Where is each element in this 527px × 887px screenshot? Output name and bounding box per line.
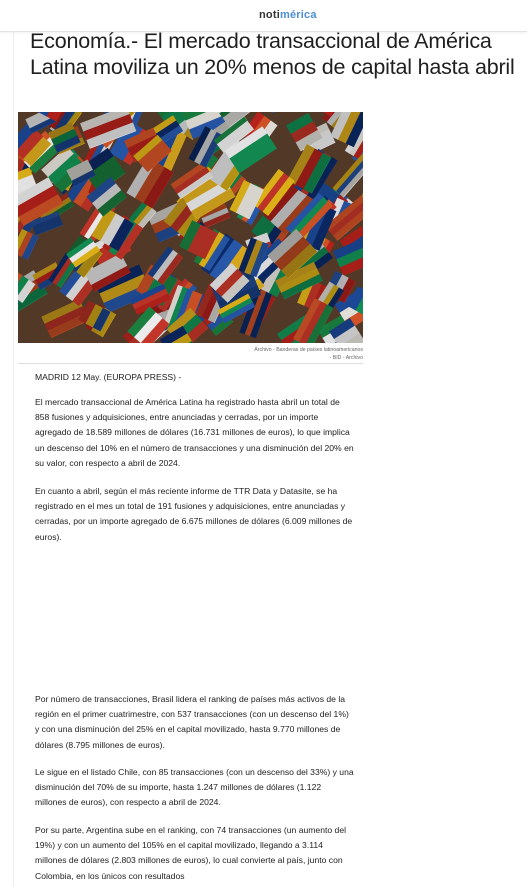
article-paragraph-3: Por número de transacciones, Brasil lidera el ranking de países más activos de la región en el primer cuatrimestre, con 537 transacciones (con un descenso del 1%) y con una disminución del 25% en el capital movilizado, hasta 9.770 millones de dólares (8.795 millones de euros). — [35, 694, 349, 750]
article-title: Economía.- El mercado transaccional de América Latina moviliza un 20% menos de capital hasta abril — [30, 29, 515, 79]
article-paragraph-4: Le sigue en el listado Chile, con 85 transacciones (con un descenso del 33%) y una disminución del 70% de su importe, hasta 1.247 millones de dólares (1.122 millones de euros), con respecto a abril de 2024. — [35, 767, 354, 808]
flags-photo-illustration — [18, 112, 363, 343]
article-paragraph-5: Por su parte, Argentina sube en el ranking, con 74 transacciones (un aumento del 19%) y con un aumento del 105% en el capital movilizado, llegando a 3.114 millones de dólares (2.803 millones de euros), lo cual convierte al país, junto con Colombia, en los únicos con resultados — [35, 825, 347, 881]
image-caption-line1: Archivo - Banderas de países latinoamericanos — [254, 347, 363, 353]
left-divider — [13, 31, 14, 887]
article-paragraph-2: En cuanto a abril, según el más reciente informe de TTR Data y Datasite, se ha registrado en el mes un total de 191 fusiones y adquisiciones, entre anunciadas y cerradas, por un importe agregado de 6.675 millones de dólares (6.009 millones de euros). — [35, 486, 353, 542]
site-logo[interactable] — [259, 9, 317, 21]
image-caption-line2: - BID - Archivo — [329, 355, 363, 361]
article-dateline: MADRID 12 May. (EUROPA PRESS) - — [35, 372, 182, 382]
caption-divider — [18, 363, 363, 364]
article-paragraph-1: El mercado transaccional de América Latina ha registrado hasta abril un total de 858 fusiones y adquisiciones, entre anunciadas y cerradas, por un importe agregado de 18.589 millones de dólares (16.731 millones de euros), lo que implica un descenso del 10% en el número de transacciones y una disminución del 20% en su valor, con respecto a abril de 2024. — [35, 397, 354, 468]
logo-text-noti: noti — [259, 9, 280, 21]
article-image-flags — [18, 112, 363, 343]
image-caption — [18, 346, 363, 362]
logo-text-merica: mérica — [279, 9, 317, 21]
ad-placeholder — [35, 556, 355, 686]
